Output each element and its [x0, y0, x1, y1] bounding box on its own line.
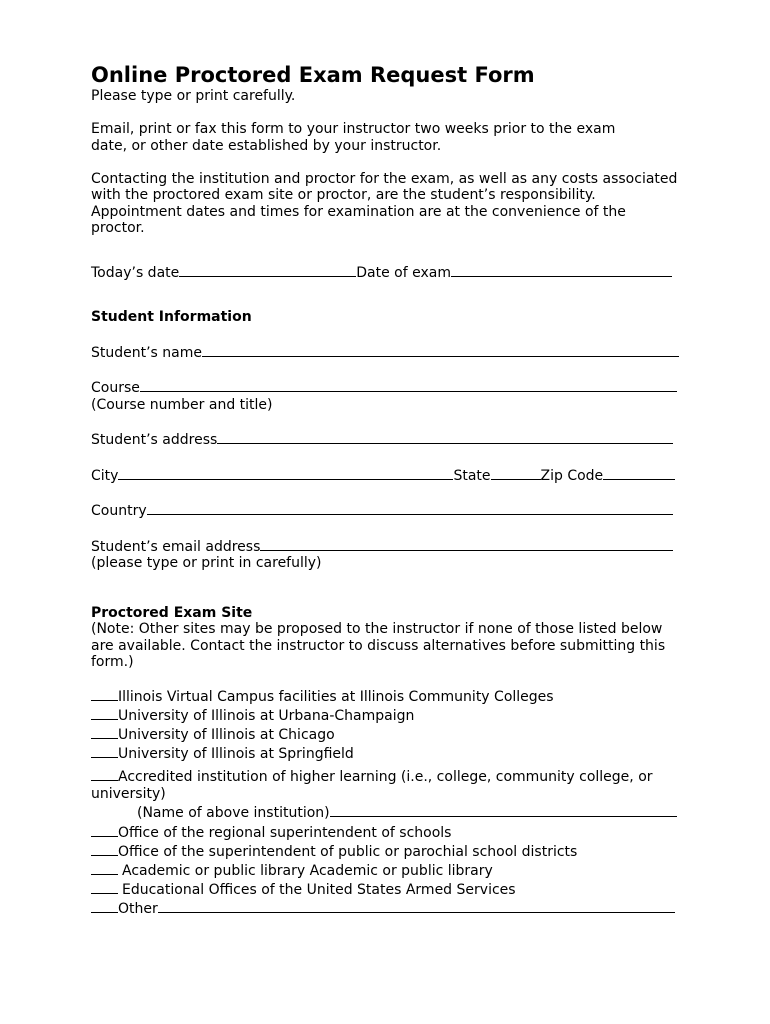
- email-note: (please type or print in carefully): [91, 555, 322, 571]
- institution-name-label: (Name of above institution): [137, 804, 330, 821]
- site-option-checkbox[interactable]: [91, 842, 118, 856]
- course-field[interactable]: [140, 378, 677, 392]
- course-row: [91, 378, 677, 397]
- city-field[interactable]: [118, 466, 453, 480]
- intro-paragraph-2: Contacting the institution and proctor for the exam, as well as any costs associated with the proctored exam site or proctor, are the student’s responsibility. Appointment dates and times for examination are at the convenience of the proctor.: [91, 170, 678, 236]
- site-option-checkbox[interactable]: [91, 725, 118, 739]
- site-option-checkbox[interactable]: [91, 823, 118, 837]
- site-option: [91, 706, 681, 725]
- institution-name-field[interactable]: [330, 803, 677, 817]
- student-name-label: Student’s name: [91, 344, 203, 361]
- state-label: State: [453, 467, 491, 484]
- student-email-field[interactable]: [260, 537, 673, 551]
- student-address-label: Student’s address: [91, 432, 218, 448]
- site-option: [91, 880, 681, 899]
- dates-row: [91, 263, 681, 282]
- country-label: Country: [91, 503, 147, 519]
- site-option: [91, 861, 681, 880]
- todays-date-label: Today’s date: [91, 264, 180, 281]
- exam-site-options: [91, 687, 681, 919]
- city-state-zip-row: [91, 466, 681, 485]
- site-option: [91, 744, 681, 763]
- form-page: [91, 62, 681, 919]
- site-option: [91, 687, 681, 706]
- site-option-label: Illinois Virtual Campus facilities at Illinois Community Colleges: [118, 688, 554, 705]
- form-title: Online Proctored Exam Request Form: [91, 63, 535, 87]
- site-option: [91, 842, 681, 861]
- site-option-label: University of Illinois at Chicago: [118, 726, 335, 743]
- site-option-label: Office of the superintendent of public or parochial school districts: [118, 843, 578, 860]
- site-option-other: [91, 899, 675, 919]
- student-email-label: Student’s email address: [91, 538, 261, 555]
- other-field[interactable]: [158, 899, 675, 913]
- site-option-checkbox[interactable]: [91, 767, 118, 781]
- site-option-checkbox[interactable]: [91, 687, 118, 701]
- todays-date-field[interactable]: [179, 263, 356, 277]
- site-option-label: Academic or public library Academic or public library: [122, 862, 493, 879]
- site-option: [91, 823, 681, 842]
- country-field[interactable]: [147, 501, 673, 515]
- exam-site-note: (Note: Other sites may be proposed to the instructor if none of those listed below are available. Contact the instructor to discuss alternatives before submitting this form.): [91, 621, 666, 670]
- site-option: [91, 765, 661, 803]
- site-option-label: Accredited institution of higher learning (i.e., college, community college, or university): [91, 768, 653, 802]
- institution-name-row: [91, 803, 677, 823]
- date-of-exam-field[interactable]: [451, 263, 672, 277]
- site-option-label: University of Illinois at Springfield: [118, 745, 354, 762]
- site-option: [91, 725, 681, 744]
- country-row: [91, 501, 673, 520]
- site-option-label: Educational Offices of the United States Armed Services: [122, 881, 516, 898]
- site-option-checkbox[interactable]: [91, 899, 118, 913]
- site-option-checkbox[interactable]: [91, 880, 118, 894]
- other-label: Other: [118, 900, 158, 917]
- site-option-checkbox[interactable]: [91, 706, 118, 720]
- state-field[interactable]: [491, 466, 541, 480]
- student-name-field[interactable]: [202, 343, 679, 357]
- student-info-heading: Student Information: [91, 309, 252, 325]
- student-address-field[interactable]: [217, 430, 673, 444]
- city-label: City: [91, 467, 119, 484]
- form-subtitle: Please type or print carefully.: [91, 88, 296, 104]
- course-note: (Course number and title): [91, 396, 273, 413]
- zip-code-label: Zip Code: [540, 467, 604, 484]
- date-of-exam-label: Date of exam: [356, 264, 451, 281]
- site-option-label: University of Illinois at Urbana-Champaign: [118, 707, 415, 724]
- site-option-checkbox[interactable]: [91, 744, 118, 758]
- zip-code-field[interactable]: [603, 466, 675, 480]
- student-name-row: [91, 343, 679, 362]
- exam-site-heading: Proctored Exam Site: [91, 604, 253, 621]
- student-address-row: [91, 430, 673, 449]
- student-email-row: [91, 537, 673, 556]
- intro-paragraph-1: Email, print or fax this form to your instructor two weeks prior to the exam date, or other date established by your instructor.: [91, 121, 616, 154]
- site-option-label: Office of the regional superintendent of schools: [118, 824, 452, 841]
- course-label: Course: [91, 380, 140, 396]
- site-option-checkbox[interactable]: [91, 861, 118, 875]
